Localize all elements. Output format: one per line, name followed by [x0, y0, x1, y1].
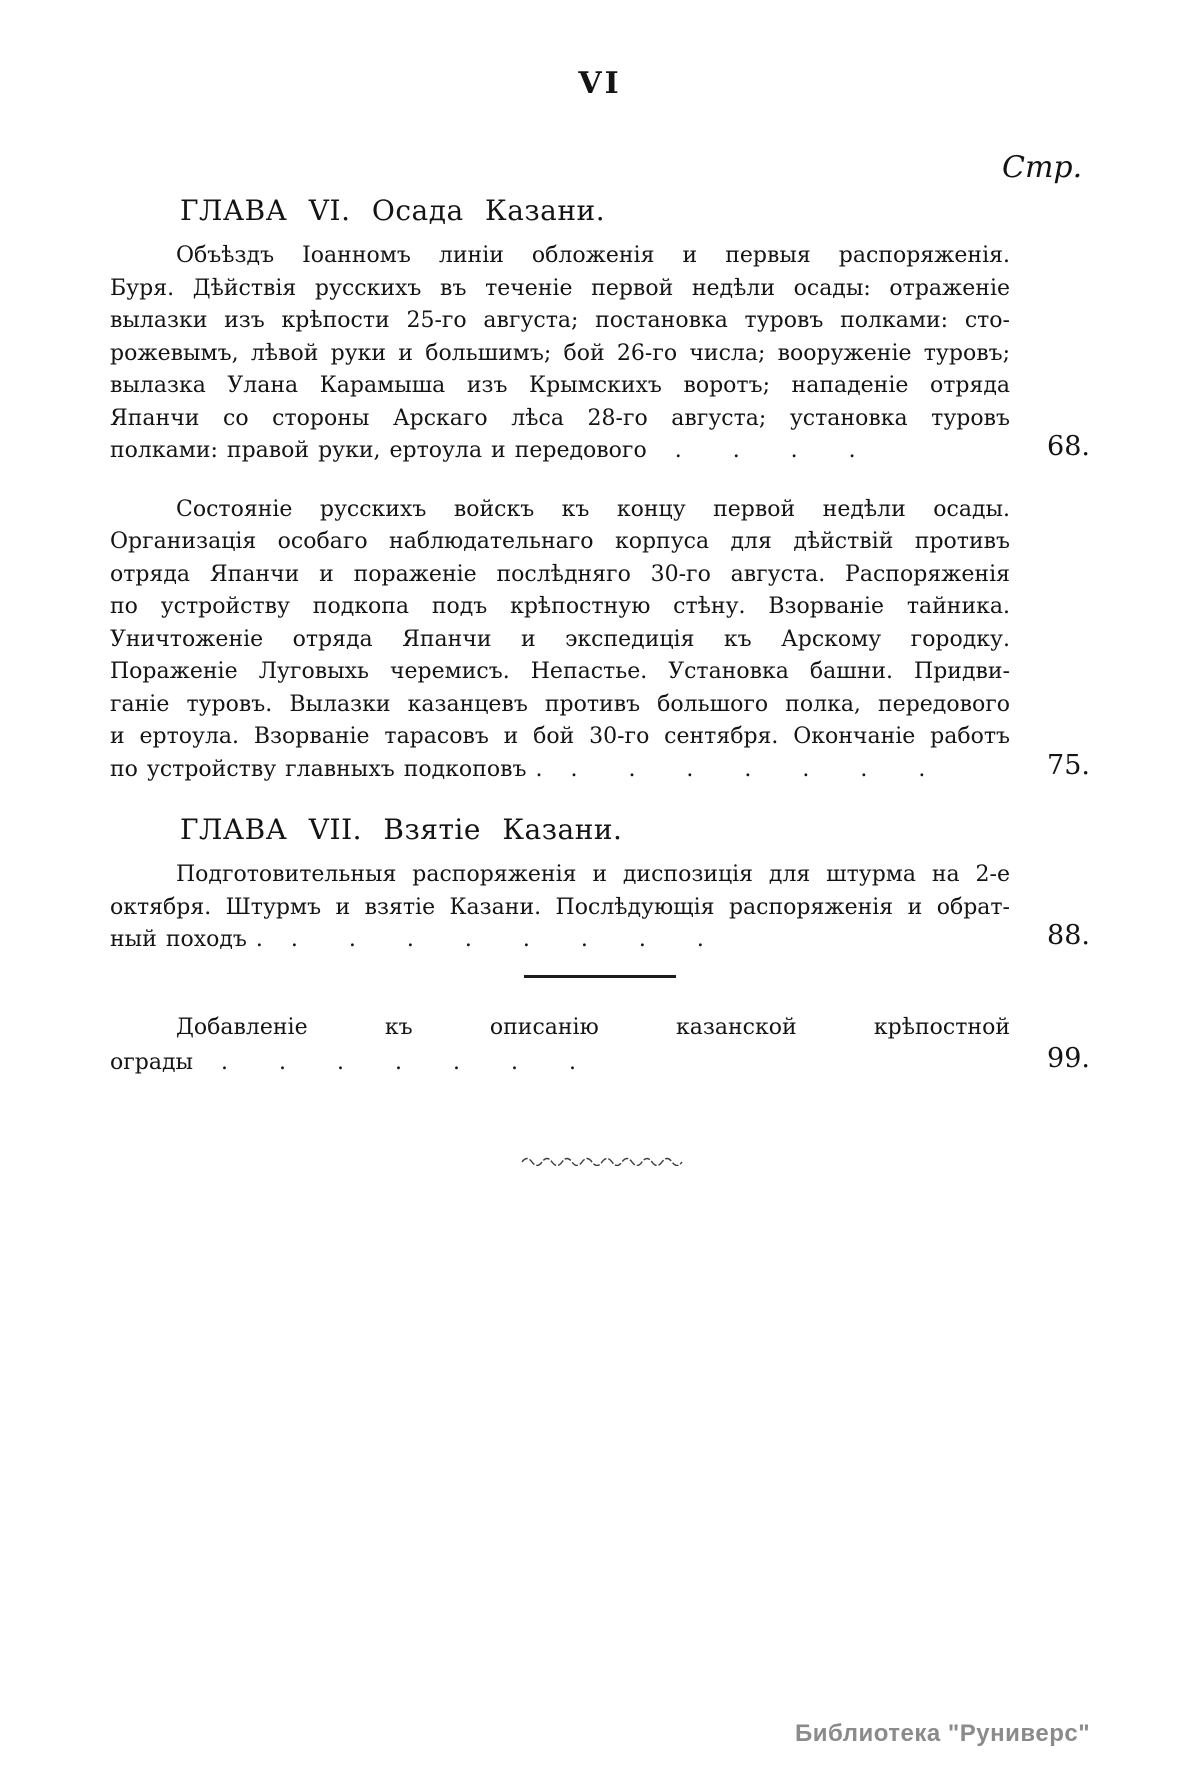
toc-entry-addendum — [110, 1010, 1090, 1080]
dot-leader: . . . . . . . — [570, 756, 926, 782]
toc-line: Пораженіе Луговыхь черемисъ. Непастье. Установка башни. Придви- — [110, 659, 1010, 684]
toc-entry-chapter6-week1 — [110, 240, 1090, 468]
toc-line-with-page — [110, 920, 1090, 957]
toc-entry-chapter6-siege-works — [110, 494, 1090, 787]
toc-entry-chapter7 — [110, 859, 1090, 957]
ornament-squiggle — [520, 1154, 690, 1166]
dot-leader: . . . . — [674, 438, 856, 463]
toc-line: Уничтоженіе отряда Япанчи и экспедиція къ Арскому городку. — [110, 626, 1010, 652]
toc-line: по устройству подкопа подъ крѣпостную стѣну. Взорваніе тайника. — [110, 594, 1010, 619]
toc-line: Япанчи со стороны Арскаго лѣса 28-го августа; установка туровъ — [110, 405, 1010, 431]
toc-line: Подготовительныя распоряженія и диспозиція для штурма на 2-е — [176, 862, 1010, 887]
toc-line: вылазки изъ крѣпости 25-го августа; постановка туровъ полками: сто- — [110, 308, 1010, 333]
folio-page-number: VI — [578, 66, 622, 101]
toc-line-with-page — [110, 431, 1090, 468]
toc-page-ref: 75. — [1047, 749, 1090, 781]
toc-line: Состояніе русскихъ войскъ къ концу первой недѣли осады. — [176, 496, 1010, 522]
toc-line-text: по устройству главныхъ подкоповъ . — [110, 756, 543, 782]
toc-line-text: ограды — [110, 1049, 194, 1075]
dot-leader: . . . . . . . . — [290, 927, 704, 952]
toc-line: и ертоула. Взорваніе тарасовъ и бой 30-го сентября. Окончаніе работъ — [110, 724, 1010, 749]
dot-leader: . . . . . . . — [221, 1049, 576, 1075]
toc-line: отряда Япанчи и пораженіе послѣдняго 30-го августа. Распоряженія — [110, 561, 1010, 587]
toc-line: Буря. Дѣйствія русскихъ въ теченіе первой недѣли осады: отраженіе — [110, 275, 1010, 301]
library-watermark: Библиотека "Руниверс" — [795, 1720, 1091, 1747]
table-of-contents — [110, 194, 1090, 1166]
toc-line: октября. Штурмъ и взятіе Казани. Послѣдующія распоряженія и обрат- — [110, 894, 1010, 920]
toc-line: Объѣздъ Іоанномъ линіи обложенія и первыя распоряженія. — [176, 243, 1010, 268]
toc-page-ref: 99. — [1047, 1042, 1090, 1074]
toc-line-text: полками: правой руки, ертоула и передового — [110, 438, 647, 463]
toc-line-text: ный походъ . — [110, 927, 263, 952]
page-column-header: Стр. — [1002, 150, 1083, 185]
toc-line: Добавленіе къ описанію казанской крѣпостной — [176, 1014, 1010, 1040]
toc-line-with-page — [110, 1042, 1090, 1080]
toc-page-ref: 68. — [1047, 431, 1090, 462]
toc-line: Организація особаго наблюдательнаго корпуса для дѣйствій противъ — [110, 529, 1010, 554]
chapter-7-heading: ГЛАВА VII. Взятіе Казани. — [180, 813, 623, 846]
toc-line: вылазка Улана Карамыша изъ Крымскихъ воротъ; нападеніе отряда — [110, 373, 1010, 398]
toc-line: ганіе туровъ. Вылазки казанцевъ противъ большого полка, передового — [110, 691, 1010, 717]
toc-line-with-page — [110, 749, 1090, 787]
section-divider-rule — [524, 975, 676, 978]
toc-page-ref: 88. — [1047, 920, 1090, 951]
toc-line: рожевымъ, лѣвой руки и большимъ; бой 26-го числа; вооруженіе туровъ; — [110, 340, 1010, 366]
chapter-6-heading: ГЛАВА VI. Осада Казани. — [180, 194, 606, 227]
